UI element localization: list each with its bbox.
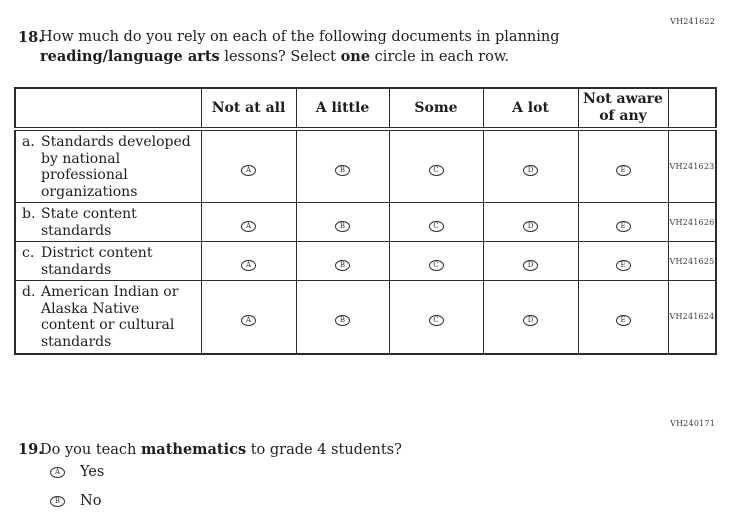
row-d-cell-some — [389, 281, 483, 354]
row-b-cell-a-little — [296, 203, 389, 242]
q19-vh-code: VH240171 — [670, 419, 715, 428]
question-18 — [18, 28, 588, 67]
q19-option-yes-label: Yes — [80, 464, 105, 480]
table-row-d — [15, 281, 716, 354]
question-19-number: 19. — [18, 441, 44, 458]
answer-bubble-e[interactable]: E — [616, 315, 631, 326]
q18-vh-code: VH241622 — [670, 17, 715, 26]
answer-bubble-d[interactable]: D — [523, 165, 538, 176]
q19-option-yes — [50, 464, 104, 480]
q18-response-table — [14, 87, 717, 355]
question-18-text — [40, 28, 588, 67]
answer-bubble-d[interactable]: D — [523, 221, 538, 232]
answer-bubble-a[interactable]: A — [50, 467, 65, 478]
header-empty-code-cell — [668, 88, 716, 129]
table-row-c — [15, 242, 716, 281]
answer-bubble-a[interactable]: A — [241, 260, 256, 271]
row-c-cell-some — [389, 242, 483, 281]
answer-bubble-a[interactable]: A — [241, 165, 256, 176]
answer-bubble-b[interactable]: B — [335, 315, 350, 326]
header-a-lot: A lot — [483, 88, 578, 129]
header-empty-label-cell — [15, 88, 201, 129]
row-b-cell-not-aware — [578, 203, 668, 242]
row-a-vh-code: VH241623 — [668, 129, 716, 203]
row-d-cell-not-aware — [578, 281, 668, 354]
q19-option-no-label: No — [80, 493, 102, 509]
header-not-at-all: Not at all — [201, 88, 296, 129]
row-c-vh-code: VH241625 — [668, 242, 716, 281]
q19-text-bold-subject: mathematics — [140, 441, 247, 458]
row-d-cell-a-lot — [483, 281, 578, 354]
answer-bubble-c[interactable]: C — [429, 221, 444, 232]
q18-text-bold-subject: reading/language arts — [40, 48, 220, 65]
row-a-label: Standards developed by national professional organizations — [41, 134, 191, 200]
answer-bubble-e[interactable]: E — [616, 165, 631, 176]
header-not-aware: Not aware of any — [578, 88, 668, 129]
answer-bubble-b[interactable]: B — [335, 260, 350, 271]
question-18-number: 18. — [18, 29, 44, 46]
answer-bubble-c[interactable]: C — [429, 165, 444, 176]
row-d-letter: d. — [22, 284, 36, 300]
row-a-cell-a-little — [296, 129, 389, 203]
row-c-letter: c. — [22, 245, 35, 261]
row-a-cell-a-lot — [483, 129, 578, 203]
row-a-cell-some — [389, 129, 483, 203]
row-a-cell-not-aware — [578, 129, 668, 203]
q18-text-seg3: circle in each row. — [370, 49, 510, 65]
row-a-letter: a. — [22, 134, 35, 150]
question-19-text — [40, 440, 588, 460]
row-d-cell-not-at-all — [201, 281, 296, 354]
header-a-little: A little — [296, 88, 389, 129]
answer-bubble-b[interactable]: B — [335, 221, 350, 232]
answer-bubble-c[interactable]: C — [429, 315, 444, 326]
row-a-label-cell — [15, 129, 201, 203]
row-d-cell-a-little — [296, 281, 389, 354]
q19-text-seg2: to grade 4 students? — [246, 442, 402, 458]
row-b-letter: b. — [22, 206, 36, 222]
q18-text-seg1: How much do you rely on each of the following documents in planning — [40, 29, 560, 45]
row-b-cell-not-at-all — [201, 203, 296, 242]
answer-bubble-e[interactable]: E — [616, 260, 631, 271]
row-c-cell-not-aware — [578, 242, 668, 281]
answer-bubble-b[interactable]: B — [50, 496, 65, 507]
answer-bubble-a[interactable]: A — [241, 221, 256, 232]
row-b-label: State content standards — [41, 206, 137, 239]
row-b-cell-a-lot — [483, 203, 578, 242]
row-d-label: American Indian or Alaska Native content or cultural standards — [41, 284, 179, 350]
q18-text-seg2: lessons? Select — [219, 49, 341, 65]
header-some: Some — [389, 88, 483, 129]
row-b-cell-some — [389, 203, 483, 242]
question-19 — [18, 440, 588, 460]
answer-bubble-e[interactable]: E — [616, 221, 631, 232]
row-c-cell-a-lot — [483, 242, 578, 281]
row-c-cell-a-little — [296, 242, 389, 281]
answer-bubble-b[interactable]: B — [335, 165, 350, 176]
table-row-a — [15, 129, 716, 203]
row-c-label: District content standards — [41, 245, 153, 278]
row-c-cell-not-at-all — [201, 242, 296, 281]
q18-text-bold-one: one — [340, 48, 371, 65]
table-row-b — [15, 203, 716, 242]
answer-bubble-a[interactable]: A — [241, 315, 256, 326]
table-header-row — [15, 88, 716, 129]
row-b-label-cell — [15, 203, 201, 242]
answer-bubble-c[interactable]: C — [429, 260, 444, 271]
row-d-label-cell — [15, 281, 201, 354]
answer-bubble-d[interactable]: D — [523, 315, 538, 326]
row-b-vh-code: VH241626 — [668, 203, 716, 242]
row-a-cell-not-at-all — [201, 129, 296, 203]
q19-option-no — [50, 493, 101, 509]
row-c-label-cell — [15, 242, 201, 281]
q19-text-seg1: Do you teach — [40, 442, 141, 458]
row-d-vh-code: VH241624 — [668, 281, 716, 354]
answer-bubble-d[interactable]: D — [523, 260, 538, 271]
